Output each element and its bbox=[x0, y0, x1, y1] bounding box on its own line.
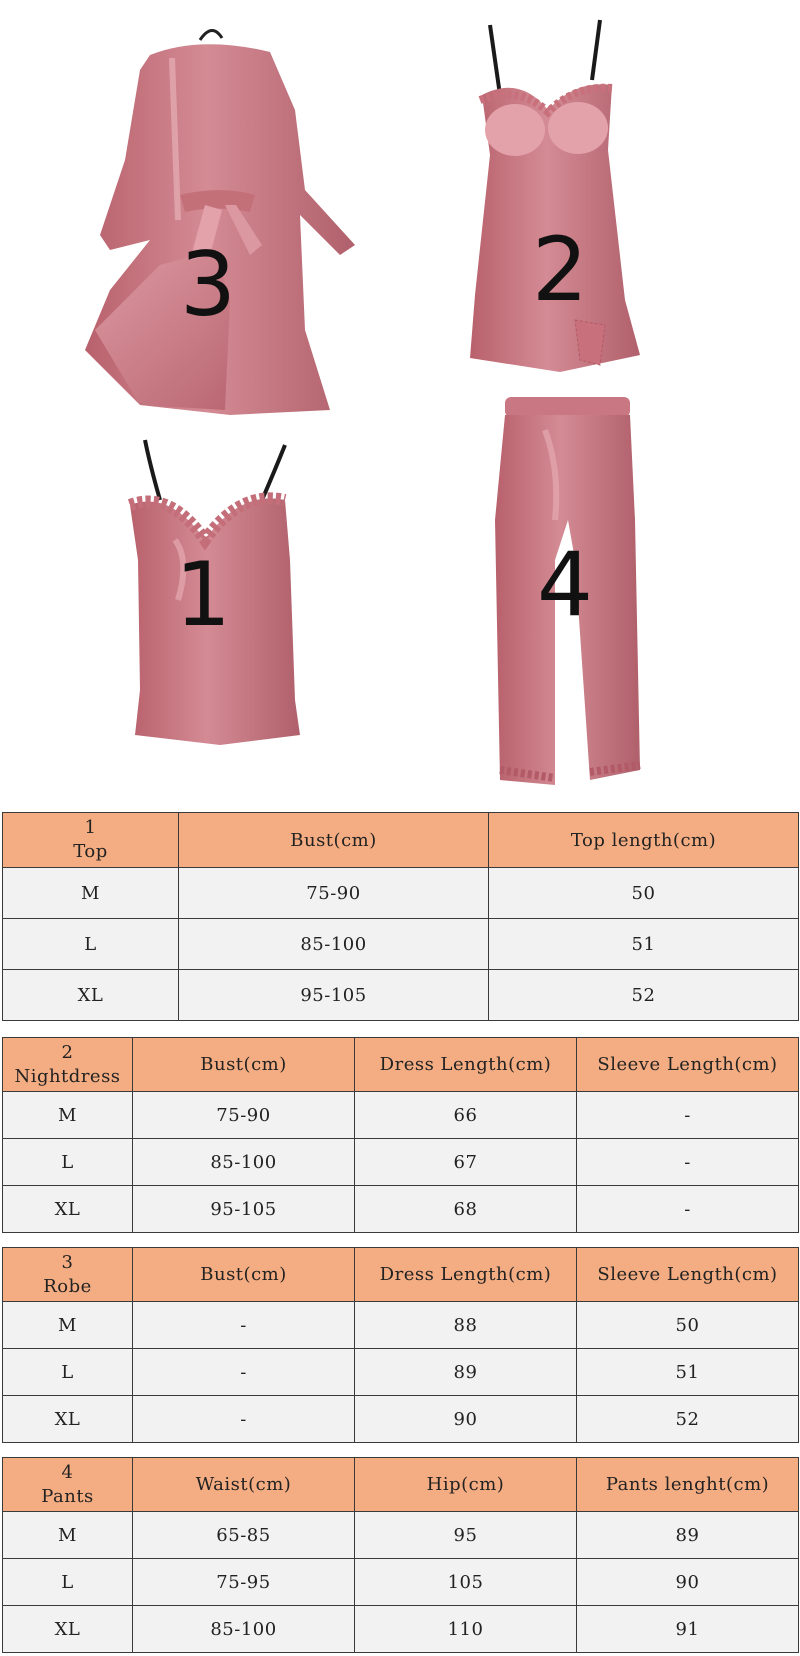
size-cell: M bbox=[3, 1092, 133, 1139]
table-cell: 90 bbox=[355, 1396, 577, 1443]
pants-size-table bbox=[2, 1457, 799, 1653]
size-cell: L bbox=[3, 919, 179, 970]
table-cell: 91 bbox=[577, 1606, 799, 1653]
table-cell: 89 bbox=[355, 1349, 577, 1396]
robe-image bbox=[85, 30, 355, 415]
table-cell: - bbox=[133, 1302, 355, 1349]
table-row bbox=[3, 970, 799, 1021]
table-header-row bbox=[3, 1038, 799, 1092]
size-cell: XL bbox=[3, 1606, 133, 1653]
table-cell: 66 bbox=[355, 1092, 577, 1139]
table-row bbox=[3, 1512, 799, 1559]
table-row bbox=[3, 1559, 799, 1606]
size-cell: XL bbox=[3, 1186, 133, 1233]
column-header: Dress Length(cm) bbox=[355, 1248, 577, 1302]
size-cell: XL bbox=[3, 970, 179, 1021]
table-cell: - bbox=[577, 1092, 799, 1139]
table-cell: 95-105 bbox=[133, 1186, 355, 1233]
table-cell: 51 bbox=[577, 1349, 799, 1396]
table-row bbox=[3, 1186, 799, 1233]
table-cell: - bbox=[577, 1186, 799, 1233]
column-header: Bust(cm) bbox=[133, 1038, 355, 1092]
pants-number-label: 4 bbox=[537, 533, 593, 636]
column-header: Top length(cm) bbox=[489, 813, 799, 868]
header-item-name: Pants bbox=[41, 1485, 94, 1507]
table-row bbox=[3, 1092, 799, 1139]
table-row bbox=[3, 1606, 799, 1653]
column-header: Pants lenght(cm) bbox=[577, 1458, 799, 1512]
table-row bbox=[3, 919, 799, 970]
header-item-cell bbox=[3, 1458, 133, 1512]
table-cell: 95-105 bbox=[179, 970, 489, 1021]
column-header: Sleeve Length(cm) bbox=[577, 1248, 799, 1302]
header-item-cell bbox=[3, 813, 179, 868]
nightdress-size-table bbox=[2, 1037, 799, 1233]
table-row bbox=[3, 1396, 799, 1443]
table-row bbox=[3, 1302, 799, 1349]
table-row bbox=[3, 1349, 799, 1396]
table-cell: 50 bbox=[577, 1302, 799, 1349]
column-header: Bust(cm) bbox=[179, 813, 489, 868]
size-cell: XL bbox=[3, 1396, 133, 1443]
column-header: Waist(cm) bbox=[133, 1458, 355, 1512]
table-cell: 75-90 bbox=[133, 1092, 355, 1139]
table-row bbox=[3, 868, 799, 919]
column-header: Hip(cm) bbox=[355, 1458, 577, 1512]
table-cell: 52 bbox=[577, 1396, 799, 1443]
table-cell: 75-95 bbox=[133, 1559, 355, 1606]
top-image bbox=[130, 440, 300, 745]
header-item-number: 2 bbox=[61, 1041, 74, 1063]
size-cell: L bbox=[3, 1559, 133, 1606]
product-photo bbox=[0, 0, 800, 805]
table-header-row bbox=[3, 813, 799, 868]
top-size-table bbox=[2, 812, 799, 1021]
table-cell: 51 bbox=[489, 919, 799, 970]
header-item-name: Robe bbox=[43, 1275, 92, 1297]
table-cell: - bbox=[577, 1139, 799, 1186]
size-cell: M bbox=[3, 1302, 133, 1349]
header-item-cell bbox=[3, 1248, 133, 1302]
table-cell: 85-100 bbox=[133, 1606, 355, 1653]
table-header-row bbox=[3, 1458, 799, 1512]
top-number-label: 1 bbox=[175, 543, 231, 646]
header-item-name: Top bbox=[73, 841, 108, 862]
size-cell: M bbox=[3, 1512, 133, 1559]
table-cell: 90 bbox=[577, 1559, 799, 1606]
nightdress-number-label: 2 bbox=[532, 218, 588, 321]
robe-number-label: 3 bbox=[180, 233, 236, 336]
header-item-name: Nightdress bbox=[14, 1065, 121, 1087]
product-illustration bbox=[0, 0, 800, 805]
header-item-cell bbox=[3, 1038, 133, 1092]
size-cell: M bbox=[3, 868, 179, 919]
pants-image bbox=[495, 397, 640, 785]
table-cell: 110 bbox=[355, 1606, 577, 1653]
table-cell: 85-100 bbox=[133, 1139, 355, 1186]
table-cell: - bbox=[133, 1349, 355, 1396]
column-header: Sleeve Length(cm) bbox=[577, 1038, 799, 1092]
table-cell: - bbox=[133, 1396, 355, 1443]
table-cell: 95 bbox=[355, 1512, 577, 1559]
table-cell: 85-100 bbox=[179, 919, 489, 970]
size-cell: L bbox=[3, 1139, 133, 1186]
table-cell: 50 bbox=[489, 868, 799, 919]
nightdress-image bbox=[470, 20, 640, 372]
header-item-number: 1 bbox=[84, 817, 97, 838]
header-item-number: 4 bbox=[61, 1461, 74, 1483]
table-cell: 68 bbox=[355, 1186, 577, 1233]
table-cell: 65-85 bbox=[133, 1512, 355, 1559]
column-header: Dress Length(cm) bbox=[355, 1038, 577, 1092]
table-cell: 67 bbox=[355, 1139, 577, 1186]
column-header: Bust(cm) bbox=[133, 1248, 355, 1302]
table-header-row bbox=[3, 1248, 799, 1302]
size-cell: L bbox=[3, 1349, 133, 1396]
table-cell: 105 bbox=[355, 1559, 577, 1606]
table-cell: 75-90 bbox=[179, 868, 489, 919]
robe-size-table bbox=[2, 1247, 799, 1443]
table-row bbox=[3, 1139, 799, 1186]
table-cell: 52 bbox=[489, 970, 799, 1021]
table-cell: 88 bbox=[355, 1302, 577, 1349]
table-cell: 89 bbox=[577, 1512, 799, 1559]
header-item-number: 3 bbox=[61, 1251, 74, 1273]
